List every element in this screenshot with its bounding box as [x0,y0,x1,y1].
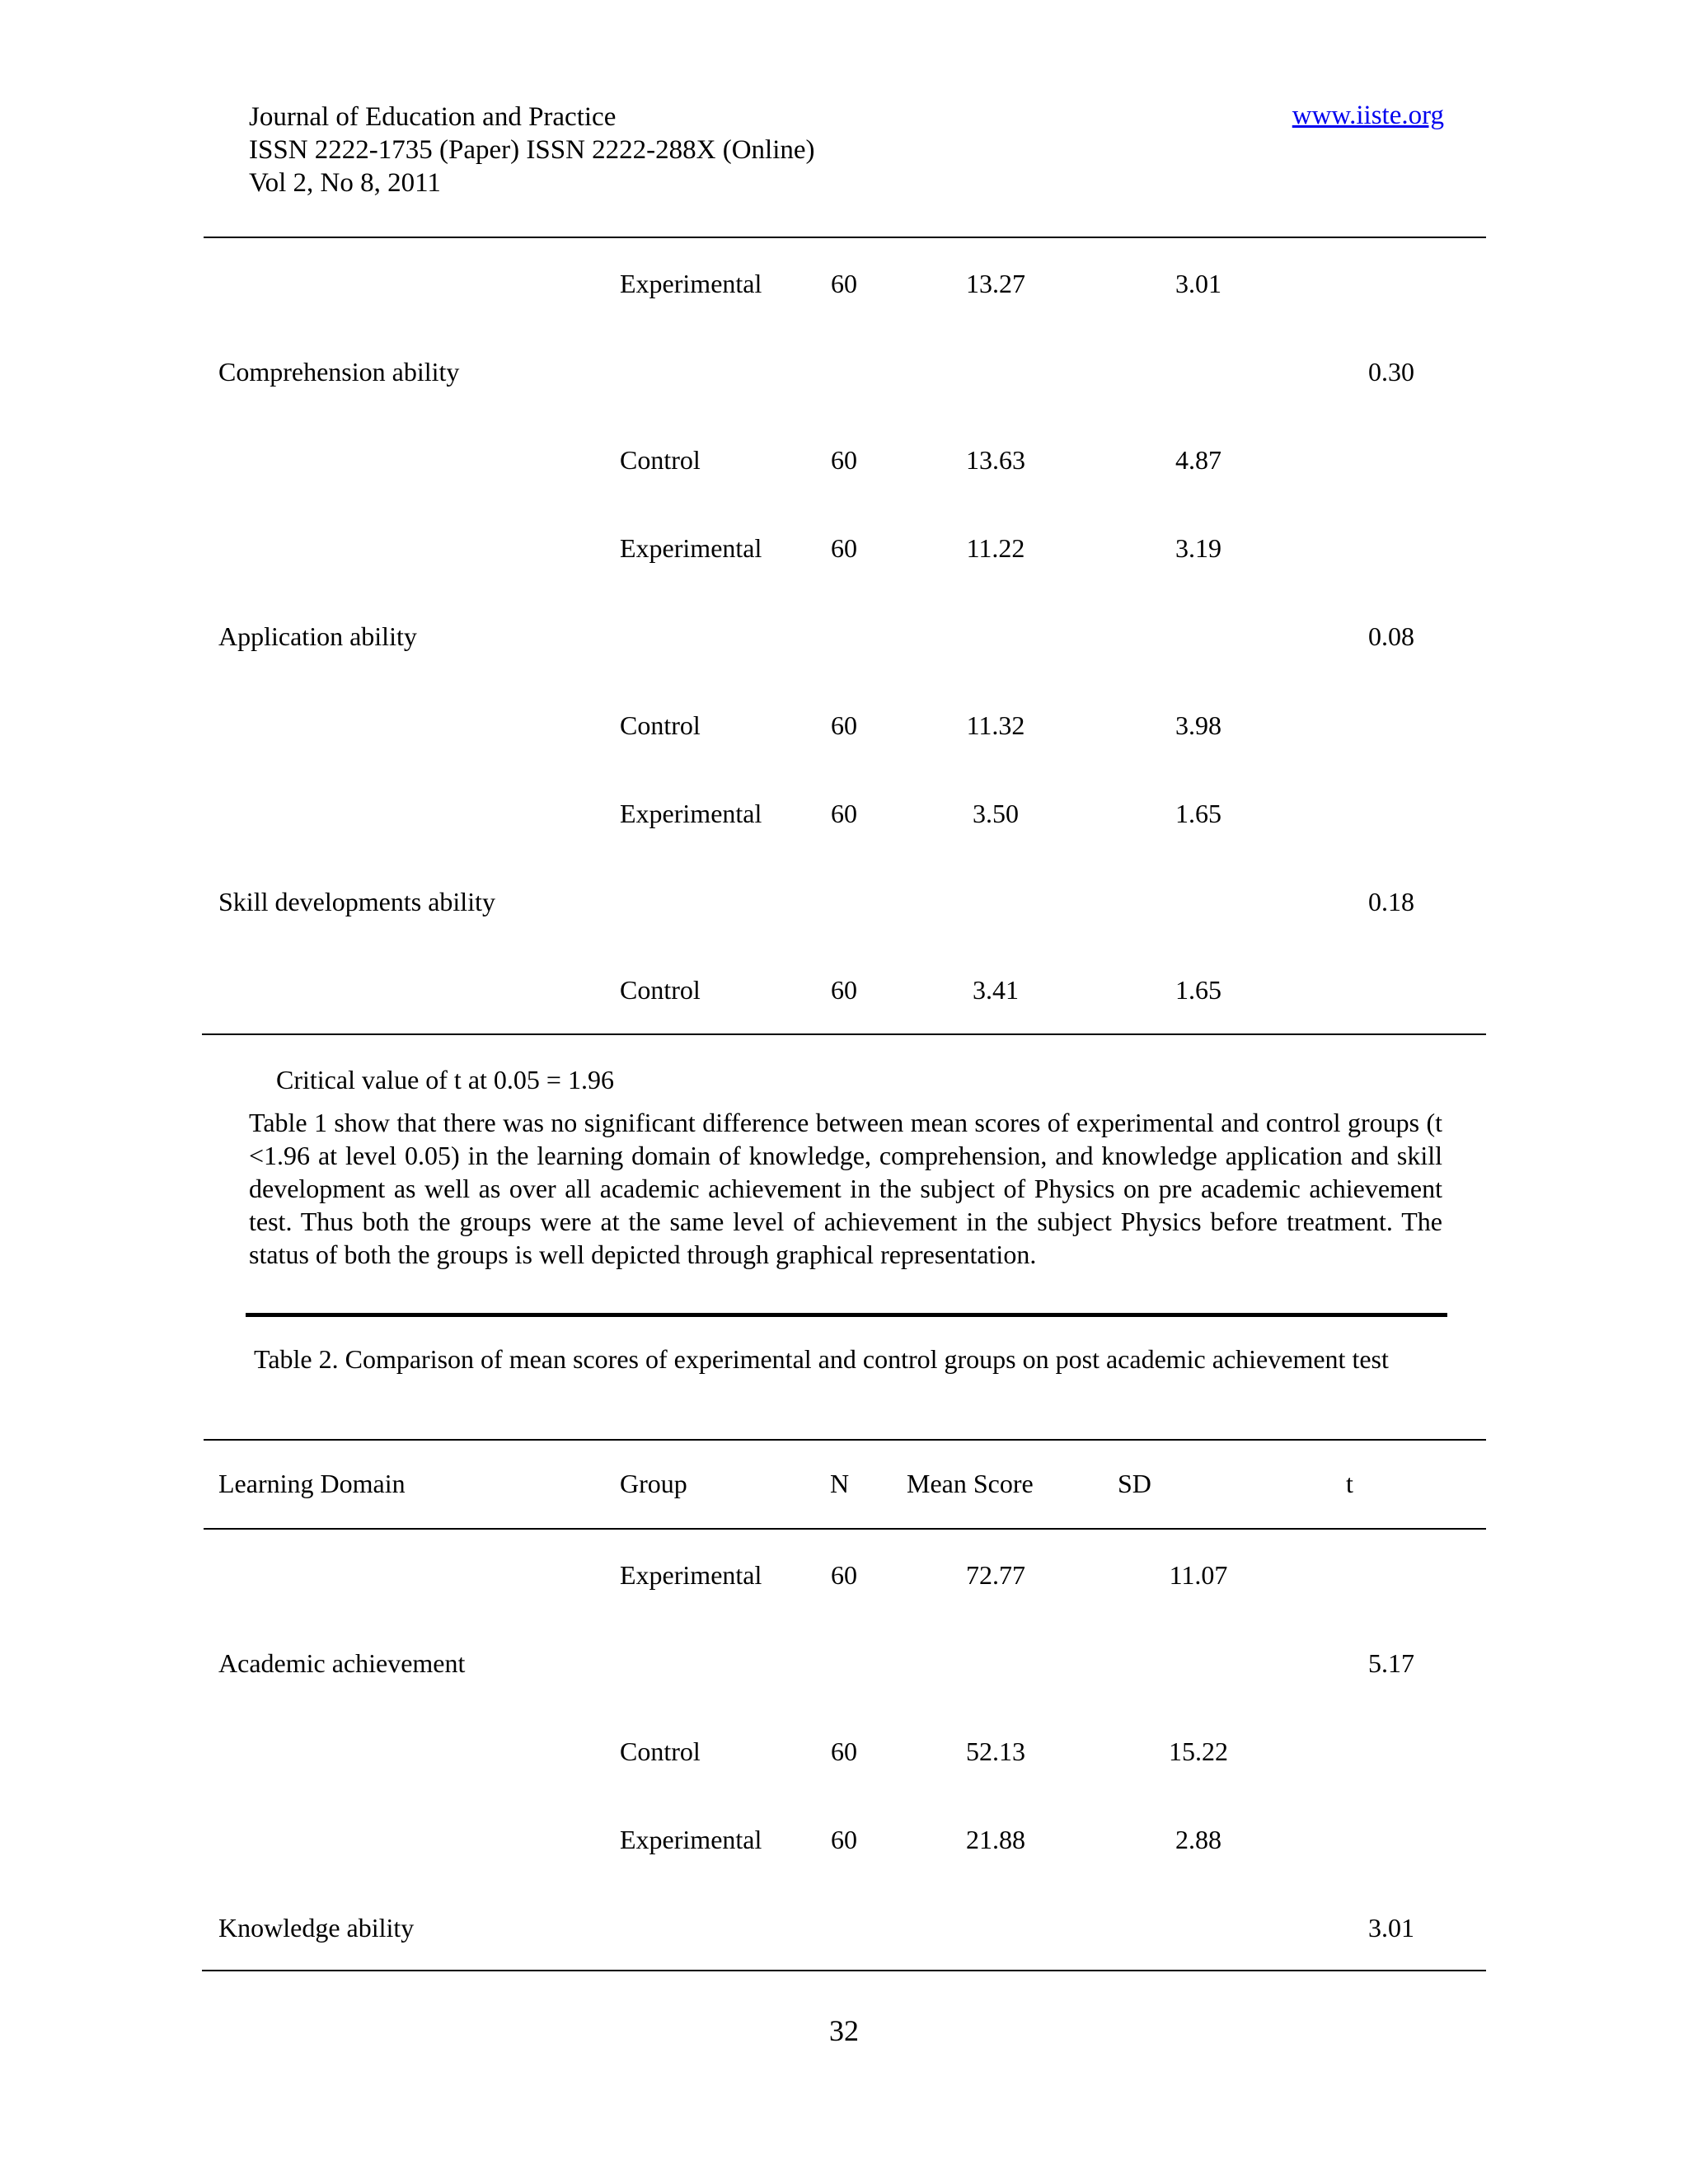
cell-group: Control [620,710,701,740]
cell-group: Experimental [620,533,762,563]
cell-domain: Skill developments ability [218,887,495,916]
journal-issn: ISSN 2222-1735 (Paper) ISSN 2222-288X (Online) [249,135,815,165]
cell-n: 60 [831,710,857,740]
cell-group: Experimental [620,269,762,298]
cell-group: Control [620,975,701,1005]
cell-n: 60 [831,1560,857,1590]
cell-mean: 52.13 [966,1736,1025,1766]
cell-n: 60 [831,1736,857,1766]
cell-n: 60 [831,445,857,475]
table1-top-rule [204,237,1486,238]
cell-t: 0.18 [1368,887,1414,916]
cell-t: 5.17 [1368,1648,1414,1678]
cell-mean: 13.27 [966,269,1025,298]
cell-sd: 15.22 [1169,1736,1228,1766]
journal-title: Journal of Education and Practice [249,102,617,132]
cell-sd: 3.01 [1175,269,1221,298]
cell-t: 3.01 [1368,1913,1414,1943]
table2-top-rule [204,1439,1486,1441]
cell-sd: 1.65 [1175,799,1221,828]
cell-mean: 3.41 [973,975,1019,1005]
cell-sd: 2.88 [1175,1825,1221,1854]
table2-caption: Table 2. Comparison of mean scores of experimental and control groups on post academic achievement test [254,1344,1389,1374]
cell-sd: 1.65 [1175,975,1221,1005]
cell-n: 60 [831,975,857,1005]
cell-sd: 3.19 [1175,533,1221,563]
cell-t: 0.30 [1368,357,1414,387]
cell-sd: 4.87 [1175,445,1221,475]
body-paragraph: Table 1 show that there was no significant difference between mean scores of experimental and control groups (t <1.96 at level 0.05) in the learning domain of knowledge, comprehension, and knowledge application and skill development as well as over all academic achievement in the subject of Physics on pre academic achievement test. Thus both the groups were at the same level of achievement in the subject Physics before treatment. The status of both the groups is well depicted through graphical representation. [249,1108,1442,1269]
table1-bottom-rule [202,1033,1486,1035]
section-divider [246,1313,1447,1317]
cell-n: 60 [831,1825,857,1854]
cell-mean: 11.32 [966,710,1025,740]
cell-sd: 3.98 [1175,710,1221,740]
cell-n: 60 [831,533,857,563]
cell-domain: Comprehension ability [218,357,460,387]
cell-mean: 21.88 [966,1825,1025,1854]
critical-value-note: Critical value of t at 0.05 = 1.96 [276,1065,614,1094]
cell-group: Experimental [620,1825,762,1854]
header-mean-score: Mean Score [907,1469,1034,1498]
cell-group: Experimental [620,1560,762,1590]
website-link[interactable]: www.iiste.org [1292,101,1444,130]
cell-mean: 11.22 [966,533,1025,563]
header-group: Group [620,1469,687,1498]
cell-n: 60 [831,269,857,298]
page-number: 32 [829,2014,859,2047]
cell-group: Control [620,1736,701,1766]
header-sd: SD [1118,1469,1151,1498]
cell-sd: 11.07 [1169,1560,1228,1590]
cell-group: Experimental [620,799,762,828]
cell-domain: Application ability [218,621,417,651]
cell-t: 0.08 [1368,621,1414,651]
journal-volume: Vol 2, No 8, 2011 [249,168,441,198]
header-n: N [830,1469,850,1498]
header-learning-domain: Learning Domain [218,1469,406,1498]
cell-mean: 13.63 [966,445,1025,475]
cell-mean: 3.50 [973,799,1019,828]
table2-bottom-rule [202,1970,1486,1971]
header-t: t [1346,1469,1353,1498]
cell-domain: Academic achievement [218,1648,466,1678]
table2-header-rule [204,1528,1486,1530]
cell-mean: 72.77 [966,1560,1025,1590]
cell-group: Control [620,445,701,475]
cell-n: 60 [831,799,857,828]
cell-domain: Knowledge ability [218,1913,415,1943]
